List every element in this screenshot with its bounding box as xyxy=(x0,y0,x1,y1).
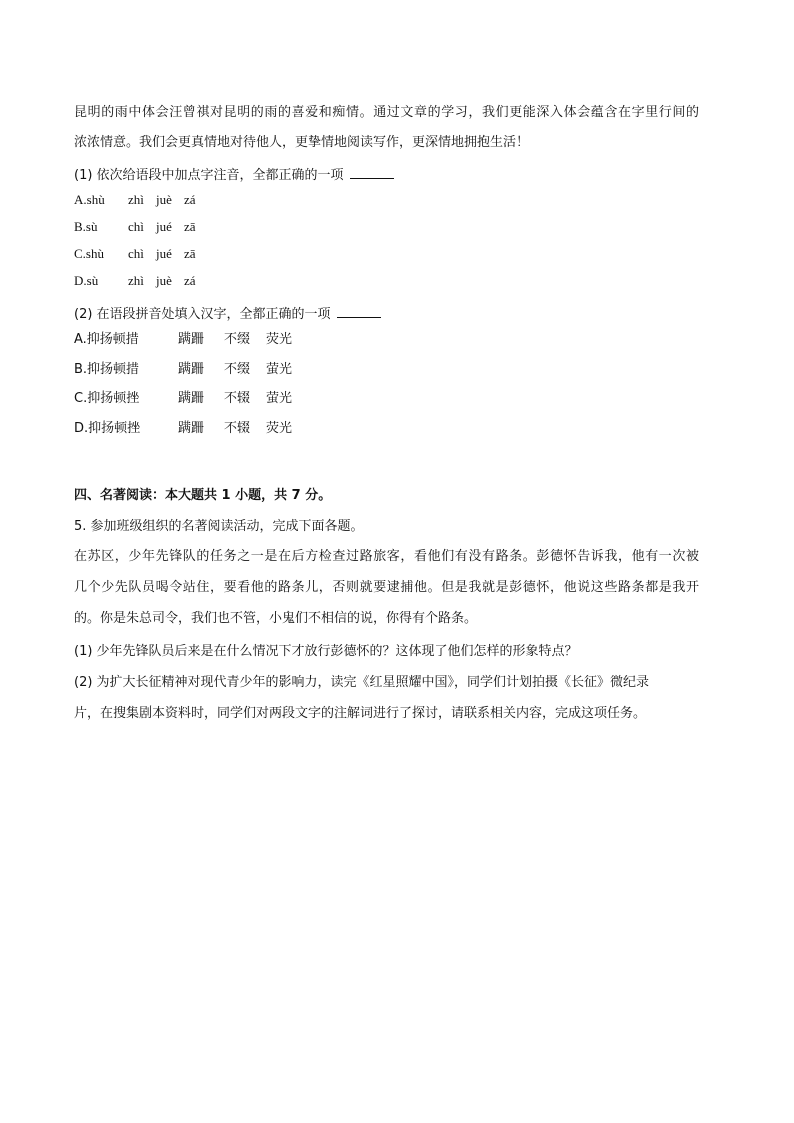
option-label: B.抑扬顿措 xyxy=(74,362,140,377)
question-2-stem xyxy=(74,305,381,324)
option-word: 蹒跚 xyxy=(178,391,205,406)
option-word: 蹒跚 xyxy=(178,421,205,436)
passage-line-1: 昆明的雨中体会汪曾祺对昆明的雨的喜爱和痴情。通过文章的学习，我们更能深入体会蕴含在字里行间的 xyxy=(74,105,700,120)
option-pinyin: chì xyxy=(128,219,144,234)
option-pinyin: zā xyxy=(184,219,196,234)
option-label: D.抑扬顿挫 xyxy=(74,421,141,436)
option-pinyin: zhì xyxy=(128,273,144,288)
option-label: D.sù xyxy=(74,273,99,288)
option-label: C.shù xyxy=(74,246,104,261)
option-pinyin: jué xyxy=(156,246,172,261)
option-pinyin: zā xyxy=(184,246,196,261)
option-pinyin: zá xyxy=(184,192,196,207)
passage-line-2: 浓浓情意。我们会更真情地对待他人，更挚情地阅读写作，更深情地拥抱生活！ xyxy=(74,135,530,150)
option-word: 荧光 xyxy=(266,421,293,436)
option-pinyin: juè xyxy=(156,273,172,288)
sub-question-1: (1) 少年先锋队员后来是在什么情况下才放行彭德怀的？这体现了他们怎样的形象特点？ xyxy=(74,644,578,659)
reading-text-line-2: 几个少先队员喝令站住，要看他的路条儿，否则就要逮捕他。但是我就是彭德怀，他说这些路条都是我开 xyxy=(74,580,700,595)
option-word: 荧光 xyxy=(266,332,293,347)
answer-blank xyxy=(350,166,394,179)
question-5-title: 5. 参加班级组织的名著阅读活动，完成下面各题。 xyxy=(74,519,364,534)
option-word: 不辍 xyxy=(224,421,251,436)
answer-blank xyxy=(337,305,381,318)
section-4-heading: 四、名著阅读：本大题共 1 小题，共 7 分。 xyxy=(74,488,332,503)
option-label: B.sù xyxy=(74,219,98,234)
option-label: A.shù xyxy=(74,192,105,207)
reading-text-line-1: 在苏区，少年先锋队的任务之一是在后方检查过路旅客，看他们有没有路条。彭德怀告诉我，他有一次被 xyxy=(74,549,700,564)
question-2-text: (2) 在语段拼音处填入汉字，全都正确的一项 xyxy=(74,307,331,322)
option-word: 蹒跚 xyxy=(178,332,205,347)
question-1-text: (1) 依次给语段中加点字注音，全都正确的一项 xyxy=(74,168,344,183)
option-label: A.抑扬顿措 xyxy=(74,332,139,347)
option-word: 不辍 xyxy=(224,391,251,406)
sub-question-2-line-1: (2) 为扩大长征精神对现代青少年的影响力，读完《红星照耀中国》，同学们计划拍摄《长征》微纪录 xyxy=(74,675,650,690)
option-pinyin: zhì xyxy=(128,192,144,207)
sub-question-2-line-2: 片，在搜集剧本资料时，同学们对两段文字的注解词进行了探讨，请联系相关内容，完成这项任务。 xyxy=(74,706,647,721)
option-word: 萤光 xyxy=(266,391,293,406)
option-pinyin: jué xyxy=(156,219,172,234)
option-word: 不缀 xyxy=(224,332,251,347)
reading-text-line-3: 的。你是朱总司令，我们也不管，小鬼们不相信的说，你得有个路条。 xyxy=(74,611,478,626)
option-pinyin: juè xyxy=(156,192,172,207)
question-1-stem xyxy=(74,166,394,185)
option-pinyin: zá xyxy=(184,273,196,288)
option-label: C.抑扬顿挫 xyxy=(74,391,140,406)
option-word: 萤光 xyxy=(266,362,293,377)
option-word: 不缀 xyxy=(224,362,251,377)
option-word: 蹒跚 xyxy=(178,362,205,377)
option-pinyin: chì xyxy=(128,246,144,261)
